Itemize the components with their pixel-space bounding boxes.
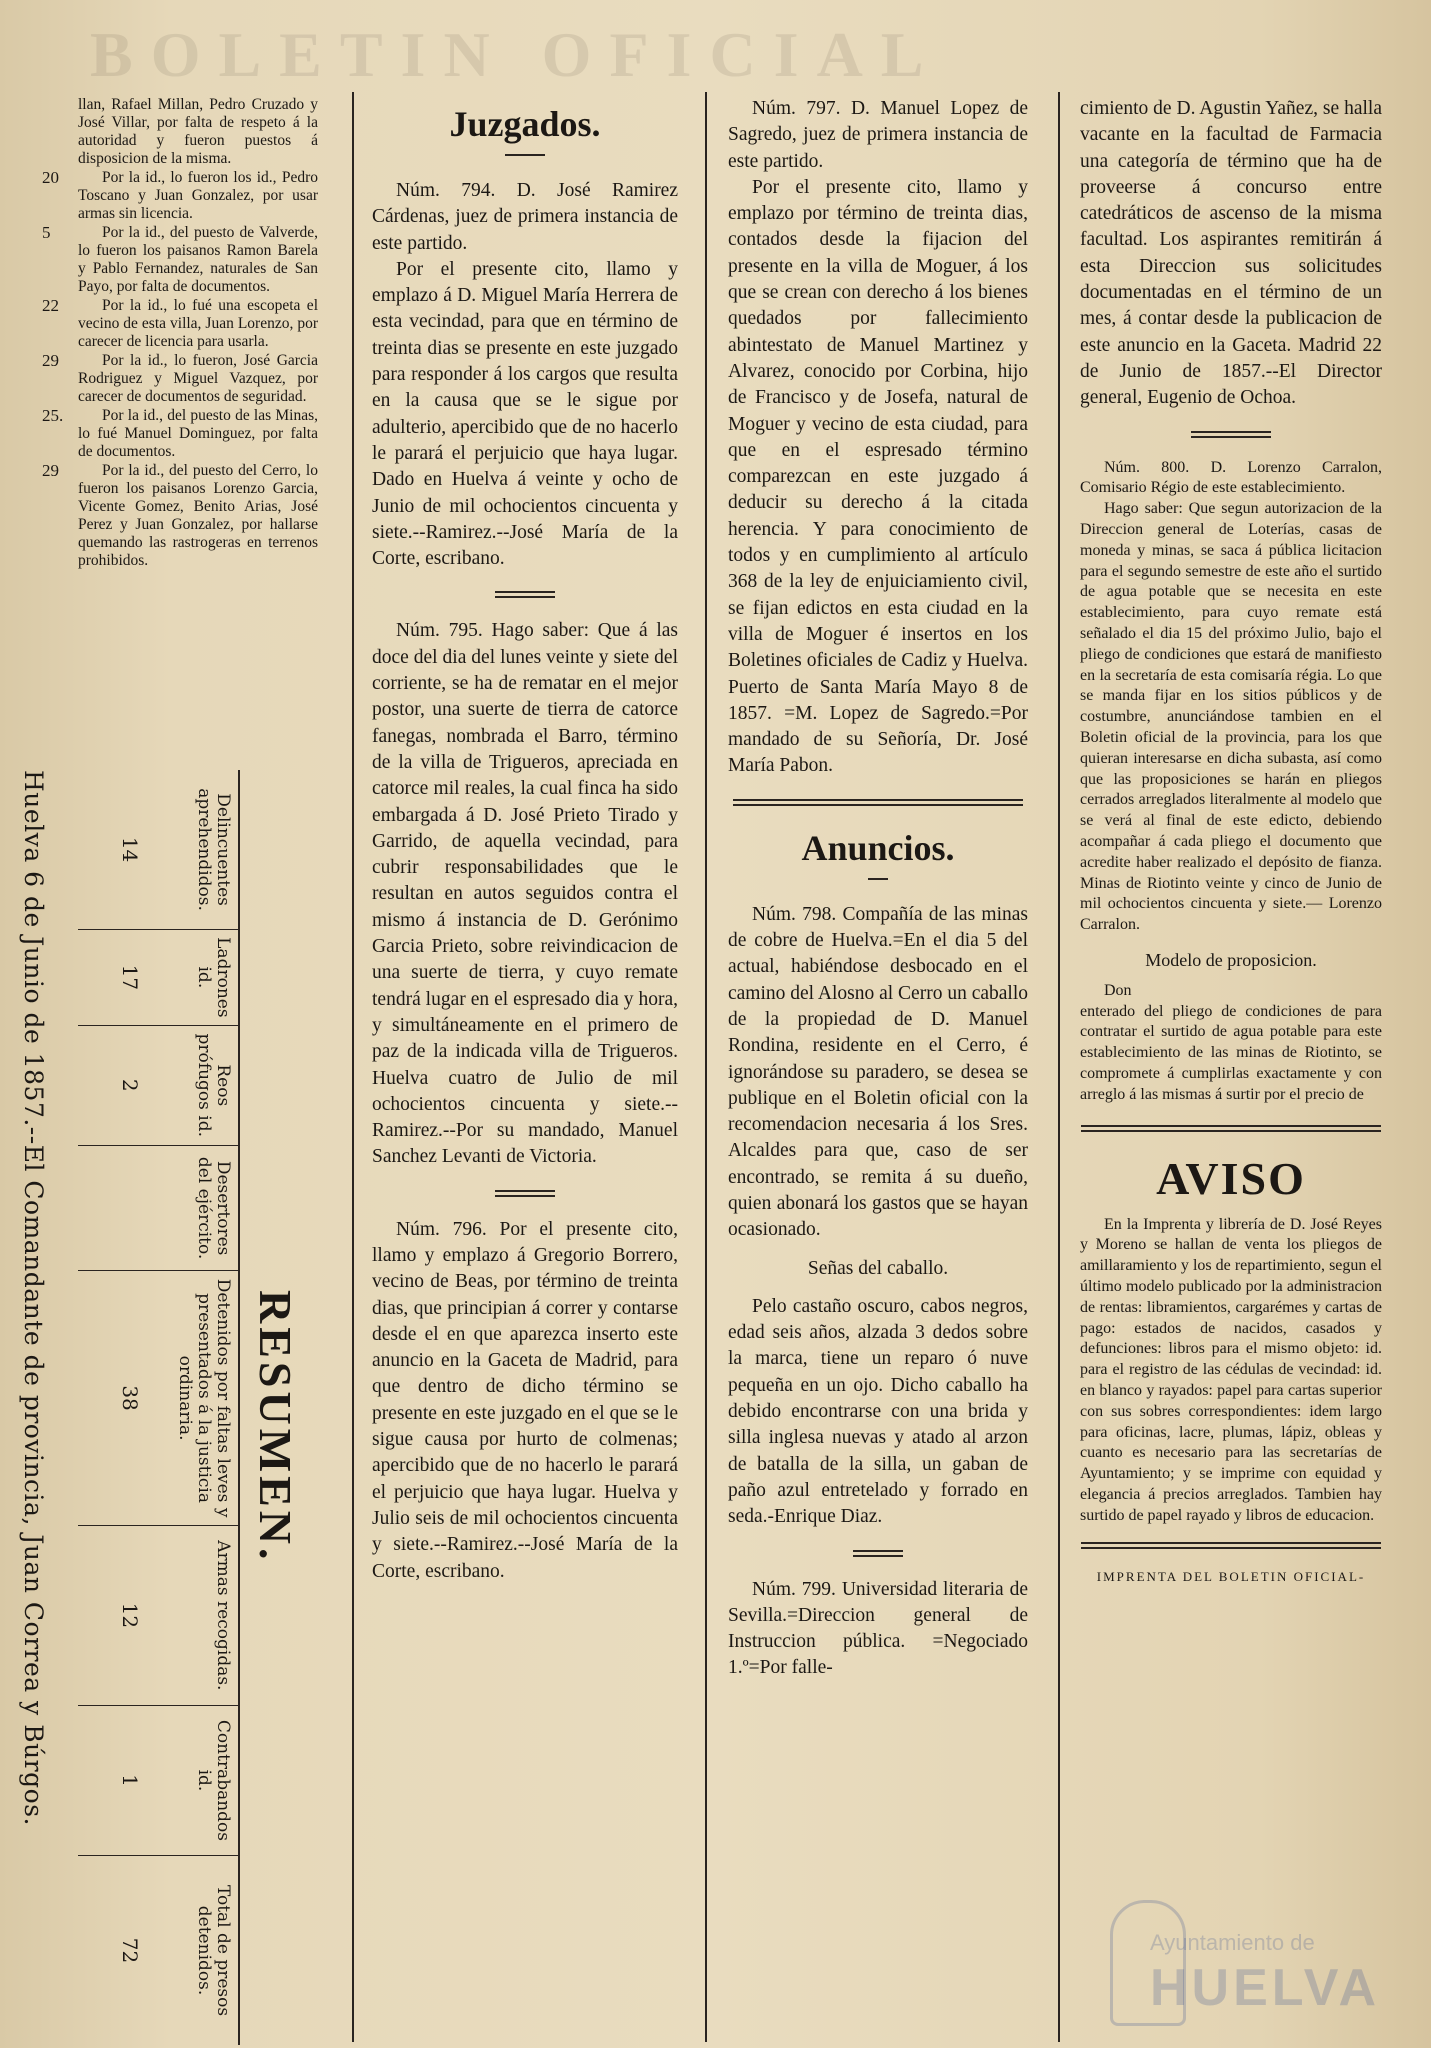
arrest-entry: 5 Por la id., del puesto de Valverde, lo fueron los paisanos Ramon Barela y Pablo Fernandez, naturales de San Payo, por falta de documentos.: [42, 223, 318, 295]
divider: [1081, 1124, 1381, 1134]
divider: [868, 878, 888, 880]
horse-description-title: Señas del caballo.: [807, 1257, 949, 1279]
divider: [505, 154, 545, 156]
arrest-entry: 29 Por la id., lo fueron, José Garcia Rodriguez y Miguel Vazquez, por carecer de documentos de seguridad.: [42, 351, 318, 405]
notice-795: Núm. 795. Hago saber: Que á las doce del dia del lunes veinte y siete del corriente, se ha de rematar en el mejor postor, una suerte de tierra de catorce fanegas, nombrada el Barro, término de la villa de Trigueros, apreciada en catorce mil reales, la cual finca ha sido embargada á D. José Prieto Tirado y Garrido, de aquella vecindad, para cubrir responsabilidades que le resultan en autos seguidos contra el mismo á instancia de D. Gerónimo Garcia Prieto, sobre reivindicacion de una suerte de tierra, y cuyo remate tendrá lugar en el espresado dia y hora, y simultáneamente en el primero de paz de la indicada villa de Trigueros. Huelva cuatro de Julio de mil ochocientos cincuenta y siete.--Ramirez.--Por su mandado, Manuel Sanchez Levanti de Victoria.: [372, 620, 678, 1168]
faded-masthead: BOLETIN OFICIAL: [90, 19, 942, 88]
table-cell: Reos prófugos id. 2: [78, 1026, 238, 1146]
divider: [495, 590, 555, 600]
table-cell: Delincuentes aprehendidos. 14: [78, 770, 238, 930]
model-title: Modelo de proposicion.: [1145, 949, 1317, 970]
notice-798: Núm. 798. Compañía de las minas de cobre de Huelva.=En el dia 5 del actual, habiéndose desbocado en el camino del Alosno al Cerro un caballo de la propiedad de D. Manuel Rondina, residente en el Cerro, é ignorándose su paradero, se desea se publique en el Boletin oficial con la recomendacion necesaria á los Sres. Alcaldes para que, caso de ser encontrado, se remita á su dueño, quien abonará los gastos que se hayan ocasionado.: [728, 903, 1029, 1241]
horse-description: Pelo castaño oscuro, cabos negros, edad seis años, alzada 3 dedos sobre la marca, tiene un reparo ó nuve pequeña en un ojo. Dicho caballo ha debido encontrarse con una brida y silla inglesa nuevas y atado al arzon de batalla de la silla, un gaban de paño azul entretelado y forrado en seda.-Enrique Diaz.: [728, 1295, 1028, 1528]
arrest-entry: llan, Rafael Millan, Pedro Cruzado y José Villar, por falta de respeto á la autoridad y fueron puestos á disposicion de la misma.: [78, 96, 318, 167]
model-text: enterado del pliego de condiciones de para contratar el surtido de agua potable para este establecimiento de las minas de Riotinto, se compromete á cumplirlas exactamente y con arreglo á las mismas á surtir por el precio de: [1080, 1002, 1382, 1103]
resumen-signature: Huelva 6 de Junio de 1857.--El Comandante de provincia, Juan Correa y Búrgos.: [19, 770, 48, 1826]
divider: [495, 1189, 555, 1199]
table-cell: Ladrones id. 17: [78, 930, 238, 1025]
resumen-title: RESUMEN.: [250, 1290, 301, 1564]
divider: [1191, 430, 1271, 440]
divider: [733, 798, 1023, 808]
aviso-title: AVISO: [1156, 1152, 1306, 1204]
notice-794-heading: Núm. 794. D. José Ramirez Cárdenas, juez de primera instancia de este partido.: [372, 180, 678, 254]
table-cell: Desertores del ejército.: [78, 1146, 238, 1271]
resumen-table-rotated: [0, 770, 330, 2045]
column-rule: [352, 92, 354, 2042]
section-title-juzgados: Juzgados.: [449, 104, 601, 144]
table-cell: Armas recogidas. 12: [78, 1526, 238, 1706]
column-right: [1080, 96, 1382, 1585]
column-rule: [705, 92, 707, 2042]
divider: [1081, 1541, 1381, 1551]
notice-796: Núm. 796. Por el presente cito, llamo y emplazo á Gregorio Borrero, vecino de Beas, por término de treinta dias, que principian á correr y contarse desde el en que aparezca inserto este anuncio en la Gaceta de Madrid, para que dentro de dicho término se presente en este juzgado en el que se le sigue causa por hurto de colmenas; apercibido que de no hacerlo le parará el perjuicio que haya lugar. Huelva y Julio seis de mil ochocientos cincuenta y siete.--Ramirez.--José María de la Corte, escribano.: [372, 1218, 678, 1582]
notice-799: Núm. 799. Universidad literaria de Sevilla.=Direccion general de Instruccion pública. =Negociado 1.º=Por falle-: [728, 1578, 1028, 1679]
column-arrests: [42, 96, 318, 571]
city-watermark: Ayuntamiento de HUELVA: [1110, 1890, 1390, 2040]
section-title-anuncios: Anuncios.: [801, 827, 955, 868]
notice-797-body: Por el presente cito, llamo y emplazo por término de treinta dias, contados desde la fijacion del presente en la villa de Moguer, á los que se crean con derecho á los bienes quedados por fallecimiento abintestato de Manuel Martinez y Alvarez, conocido por Corbina, hijo de Francisco y de Josefa, natural de Moguer y vecino de esta ciudad, para que en el espresado término comparezcan en este juzgado á deducir su derecho á la citada herencia. Y para conocimiento de todos y en cumplimiento al artículo 368 de la ley de enjuiciamiento civil, se fijan edictos en esta ciudad en la villa de Moguer é insertos en los Boletines oficiales de Cadiz y Huelva. Puerto de Santa María Mayo 8 de 1857. =M. Lopez de Sagredo.=Por mandado de su Señoría, Dr. José María Pabon.: [728, 176, 1028, 777]
aviso-text: En la Imprenta y librería de D. José Reyes y Moreno se hallan de venta los pliegos de amillaramiento y los de repartimiento, segun el último modelo publicado por la administracion de rentas: libramientos, cargarémes y cartas de pago: estados de nacidos, casados y defunciones: libros para el mismo objeto: id. para el registro de las cédulas de vecindad: id. en blanco y rayados: papel para cartas superior con sus sobres correspondientes: idem largo para oficinas, lacre, plumas, lápiz, obleas y cuanto es necesario para las secretarías de Ayuntamiento; y se imprime con equidad y elegancia á precios arreglados. Tambien hay surtido de papel rayado y libros de educacion.: [1080, 1215, 1382, 1524]
arrest-entry: 20 Por la id., lo fueron los id., Pedro Toscano y Juan Gonzalez, por usar armas sin licencia.: [42, 168, 318, 222]
arrest-entry: 22 Por la id., lo fué una escopeta el vecino de esta villa, Juan Lorenzo, por carecer de licencia para usarla.: [42, 296, 318, 350]
column-rule: [1058, 92, 1060, 2042]
printer-footer: IMPRENTA DEL BOLETIN OFICIAL-: [1096, 1568, 1366, 1584]
table-cell: Contrabandos id. 1: [78, 1706, 238, 1856]
notice-794-body: Por el presente cito, llamo y emplazo á D. Miguel María Herrera de esta vecindad, para que en término de treinta dias se presente en este juzgado para responder á los cargos que resulta en la causa que se le sigue por adulterio, apercibido que de no hacerlo le parará el perjuicio que haya lugar. Dado en Huelva á veinte y ocho de Junio de mil ochocientos cincuenta y siete.--Ramirez.--José María de la Corte, escribano.: [372, 258, 678, 570]
arrest-entry: 29 Por la id., del puesto del Cerro, lo fueron los paisanos Lorenzo Garcia, Vicente Gomez, Benito Arias, José Perez y Juan Gonzalez, por hallarse quemando las rastrogeras en terrenos prohibidos.: [42, 461, 318, 569]
notice-800-body: Hago saber: Que segun autorizacion de la Direccion general de Loterías, casas de moneda y minas, se saca á pública licitacion para el segundo semestre de este año el surtido de agua potable que se necesita en este establecimiento, para cuyo remate está señalado el dia 15 del próximo Julio, bajo el pliego de condiciones que estará de manifiesto en la secretaría de esta comisaría régia. Lo que se manda fijar en los sitios públicos y de costumbre, anunciándose tambien en el Boletin oficial de la provincia, para los que quieran interesarse en dicha subasta, así como que las proposiciones se harán en pliegos cerrados arreglados literalmente al modelo que se verá al final de este edicto, debiendo acompañar á cada pliego el documento que acredite haber realizado el depósito de fianza. Minas de Riotinto veinte y cinco de Junio de mil ochocientos cincuenta y siete.— Lorenzo Carralon.: [1080, 500, 1382, 934]
column-anuncios: [728, 96, 1028, 1682]
table-cell: Detenidos por faltas leves y presentados á la justicia ordinaria. 38: [78, 1271, 238, 1526]
column-juzgados: [372, 96, 678, 1585]
divider: [853, 1549, 903, 1559]
notice-800-heading: Núm. 800. D. Lorenzo Carralon, Comisario Régio de este establecimiento.: [1080, 458, 1382, 497]
table-cell: Total de presos detenidos. 72: [118, 1884, 233, 2017]
notice-799-continued: cimiento de D. Agustin Yañez, se halla vacante en la facultad de Farmacia una categoría de término que ha de proveerse á concurso entre catedráticos de ascenso de la misma facultad. Los aspirantes remitirán á esta Direccion sus solicitudes documentadas en el término de un mes, á contar desde la publicacion de este anuncio en la Gaceta. Madrid 22 de Junio de 1857.--El Director general, Eugenio de Ochoa.: [1080, 98, 1382, 409]
notice-797-heading: Núm. 797. D. Manuel Lopez de Sagredo, juez de primera instancia de este partido.: [728, 98, 1028, 172]
arrest-entry: 25. Por la id., del puesto de las Minas, lo fué Manuel Dominguez, por falta de documentos.: [42, 406, 318, 460]
resumen-table: [78, 770, 240, 2045]
model-don: Don: [1104, 981, 1132, 999]
